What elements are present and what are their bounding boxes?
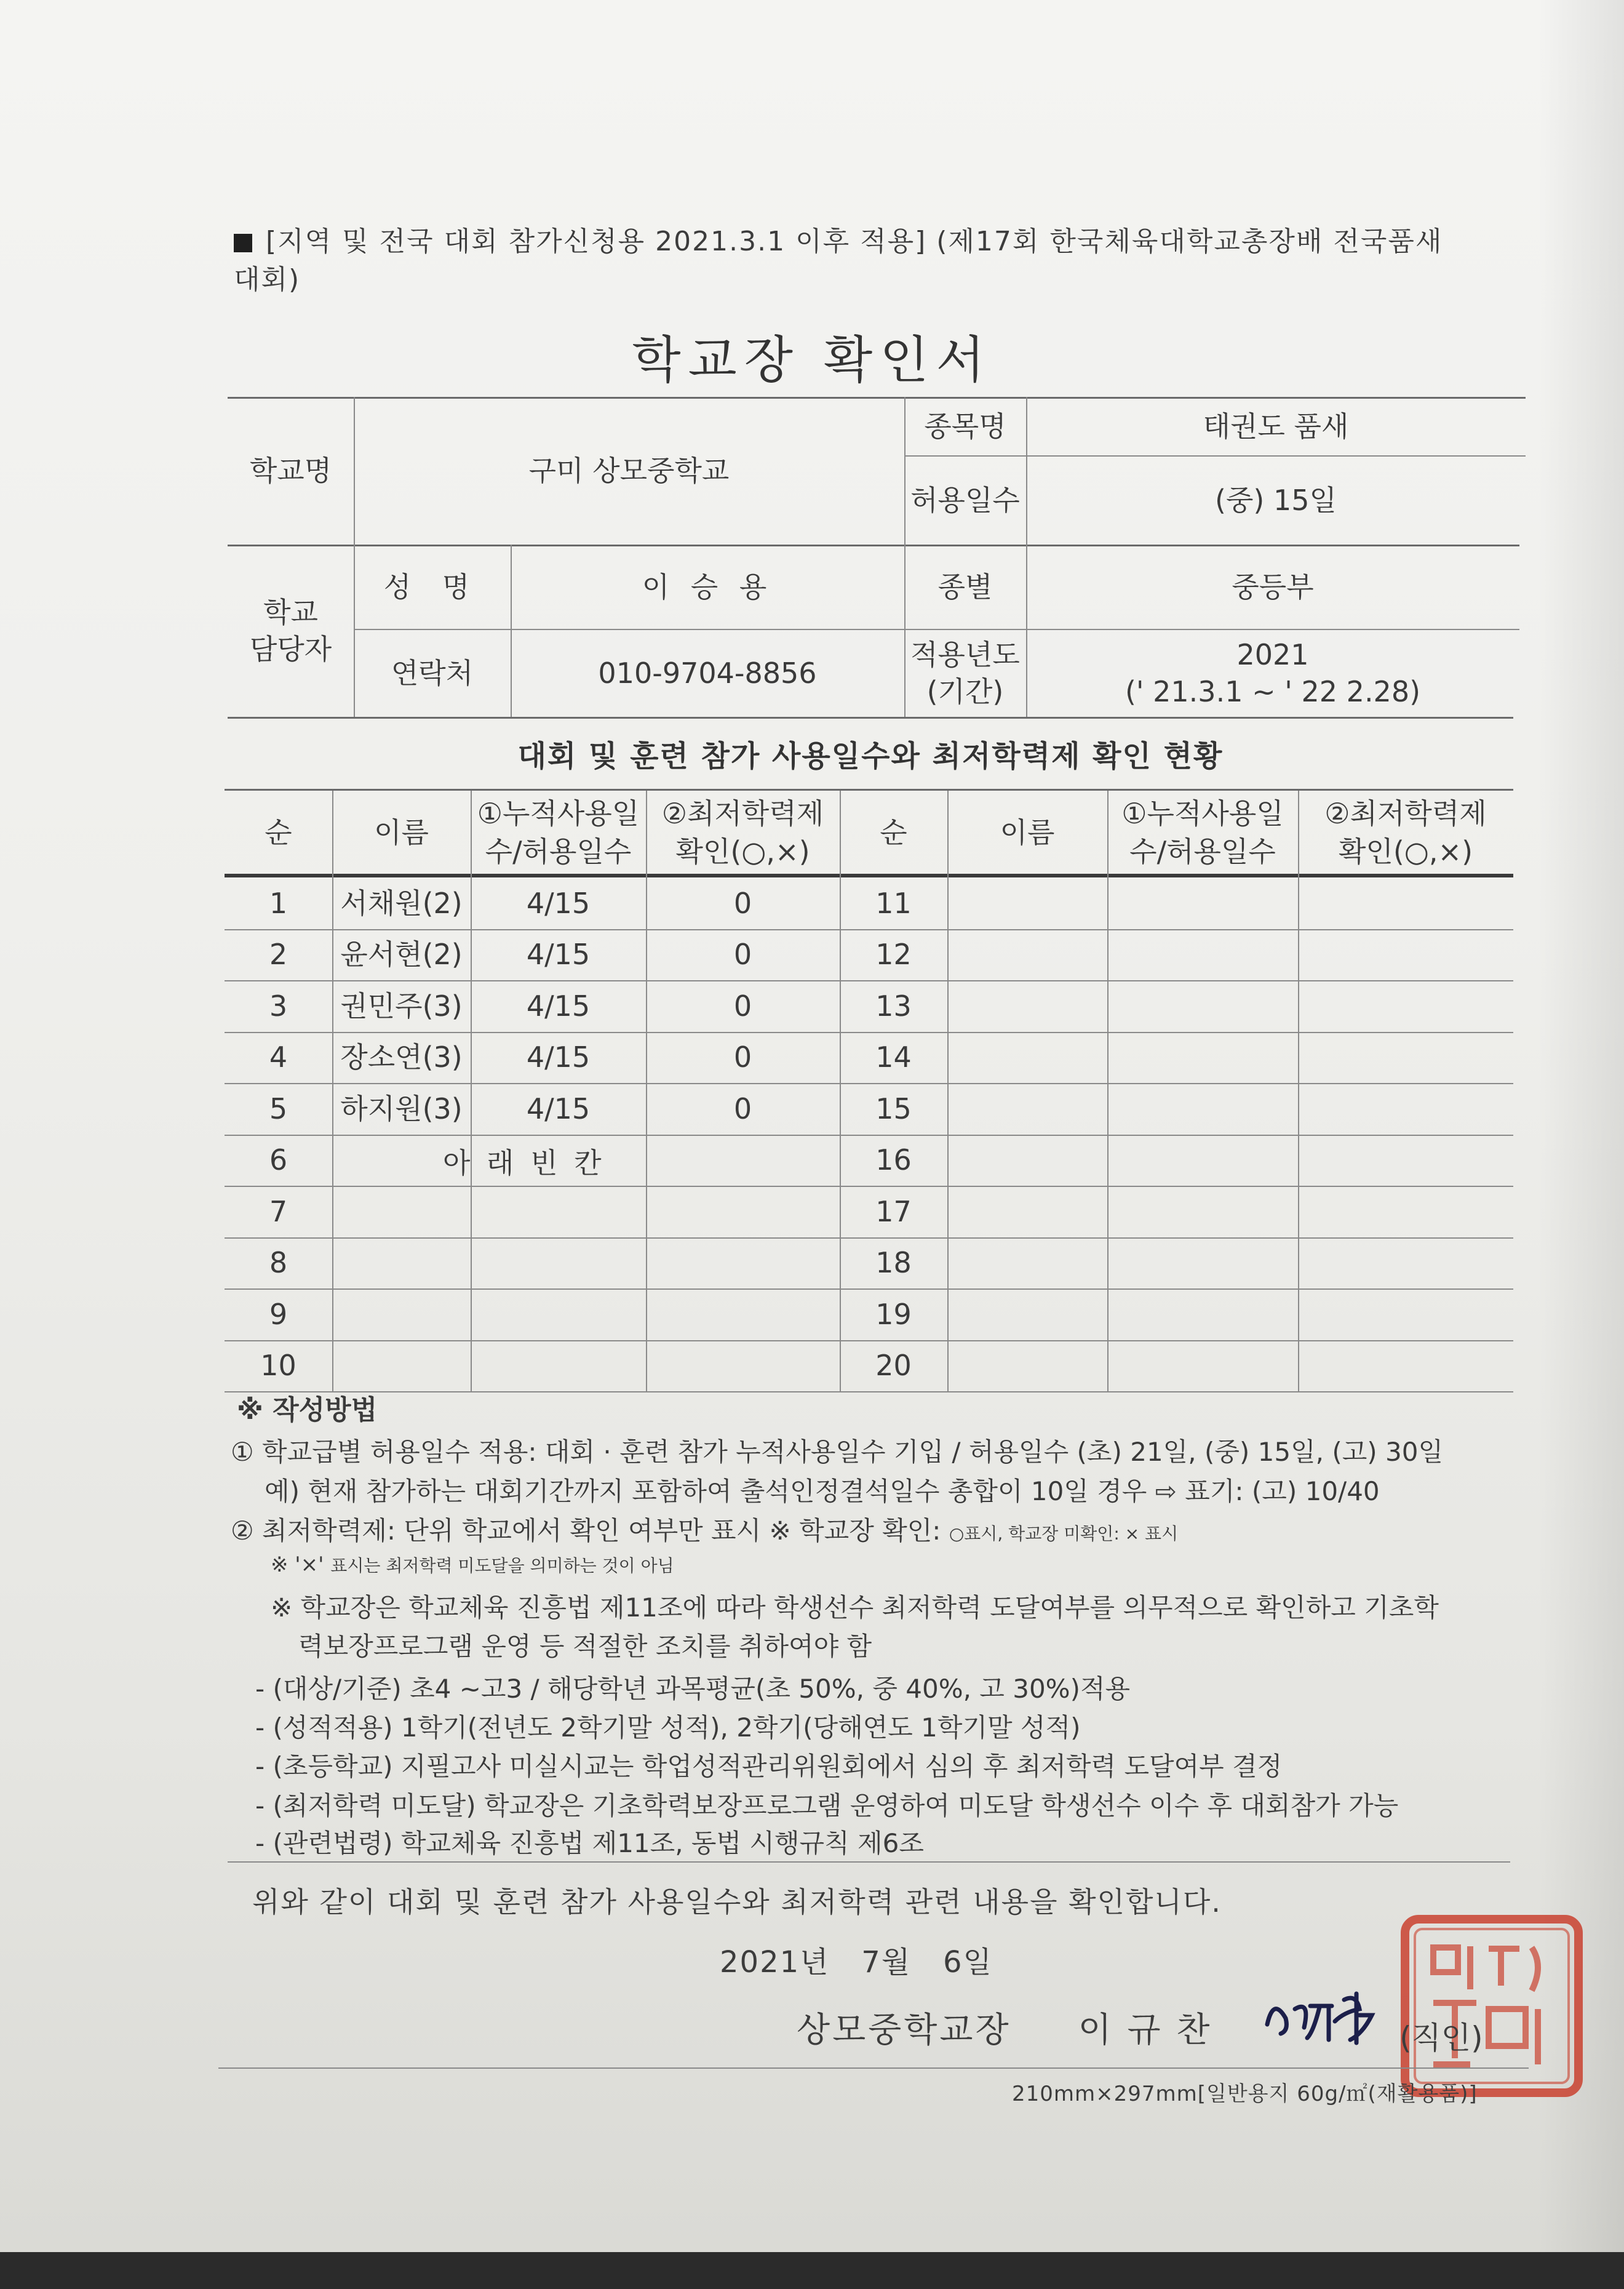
blank-note: 아 래 빈 칸 bbox=[443, 1146, 605, 1180]
cell-no-right: 17 bbox=[875, 1194, 912, 1228]
note-line: - (초등학교) 지필고사 미실시교는 학업성적관리위원회에서 심의 후 최저학력 도달여부 결정 bbox=[255, 1751, 1283, 1781]
col-check-right bbox=[1298, 791, 1513, 874]
cell-days: 4/15 bbox=[526, 886, 591, 920]
col-check-left-line2: 확인(○,×) bbox=[675, 834, 810, 868]
col-days-left bbox=[471, 791, 646, 874]
cell-no: 3 bbox=[269, 989, 288, 1023]
cell-days bbox=[471, 1186, 646, 1237]
col-no-right: 순 bbox=[880, 815, 907, 849]
confirmation-statement: 위와 같이 대회 및 훈련 참가 사용일수와 최저학력 관련 내용을 확인합니다. bbox=[252, 1885, 1222, 1919]
col-days-right bbox=[1107, 791, 1298, 874]
cell-name bbox=[332, 1186, 471, 1237]
contact-value: 010-9704-8856 bbox=[598, 656, 817, 690]
cell-check bbox=[646, 1340, 840, 1392]
note-line: 예) 현재 참가하는 대회기간까지 포함하여 출석인정결석일수 총합이 10일 경우 ⇨ 표기: (고) 10/40 bbox=[265, 1476, 1380, 1506]
cell-no: 7 bbox=[269, 1194, 288, 1228]
year-label bbox=[904, 629, 1026, 717]
cell-check bbox=[646, 1186, 840, 1237]
note-line bbox=[231, 1511, 1178, 1548]
cell-check: 0 bbox=[733, 938, 752, 972]
event-label: 종목명 bbox=[924, 409, 1006, 443]
col-days-left-line2: 수/허용일수 bbox=[485, 834, 632, 868]
note-line bbox=[271, 1552, 674, 1577]
cell-no-right: 12 bbox=[875, 938, 912, 972]
cell-days bbox=[471, 1288, 646, 1340]
cell-check bbox=[646, 1237, 840, 1289]
cell-no-right: 13 bbox=[875, 989, 912, 1023]
note-line: - (성적적용) 1학기(전년도 2학기말 성적), 2학기(당해연도 1학기말 성적) bbox=[255, 1712, 1081, 1743]
cell-no-right: 15 bbox=[875, 1092, 912, 1125]
note-line: - (대상/기준) 초4 ~고3 / 해당학년 과목평균(초 50%, 중 40%, 고 30%)적용 bbox=[255, 1674, 1131, 1704]
division-label: 종별 bbox=[937, 570, 993, 604]
col-name-left: 이름 bbox=[374, 815, 429, 849]
col-check-right-line1: ②최저학력제 bbox=[1324, 796, 1487, 830]
cell-name: 윤서현(2) bbox=[340, 938, 463, 972]
allowed-days-label: 허용일수 bbox=[910, 483, 1020, 517]
principal-name: 상모중학교장 이 규 찬 bbox=[797, 2010, 1212, 2050]
event-value: 태권도 품새 bbox=[1203, 409, 1349, 443]
year-value-line2: (' 21.3.1 ~ ' 22 2.28) bbox=[1124, 674, 1421, 708]
paper-spec: 210mm×297mm[일반용지 60g/㎡(재활용품)] bbox=[1012, 2082, 1478, 2106]
cell-name: 장소연(3) bbox=[340, 1041, 463, 1074]
cell-no: 5 bbox=[269, 1092, 288, 1125]
cell-name: 서채원(2) bbox=[340, 886, 463, 920]
col-check-left-line1: ②최저학력제 bbox=[661, 796, 824, 830]
header-note bbox=[234, 223, 1532, 299]
table-col-divider bbox=[1107, 791, 1109, 1391]
year-label-line2: (기간) bbox=[926, 674, 1004, 708]
cell-days: 4/15 bbox=[526, 1092, 591, 1125]
cell-days bbox=[471, 1340, 646, 1392]
allowed-days-value: (중) 15일 bbox=[1215, 483, 1337, 517]
seal-label: (직인) bbox=[1399, 2020, 1483, 2056]
table-col-divider bbox=[646, 791, 647, 1391]
cell-no-right: 11 bbox=[875, 886, 912, 920]
cell-no: 8 bbox=[269, 1246, 288, 1280]
cell-no-right: 20 bbox=[875, 1349, 912, 1383]
cell-no-right: 14 bbox=[875, 1041, 912, 1074]
square-bullet-icon bbox=[234, 234, 252, 252]
col-no-left: 순 bbox=[265, 815, 292, 849]
cell-days: 4/15 bbox=[526, 1041, 591, 1074]
cell-name: 하지원(3) bbox=[340, 1092, 463, 1125]
manager-label-line1: 학교 bbox=[263, 596, 318, 629]
table-col-divider bbox=[471, 791, 472, 1391]
cell-no: 9 bbox=[269, 1297, 288, 1331]
col-check-right-line2: 확인(○,×) bbox=[1338, 834, 1473, 868]
cell-check bbox=[646, 1288, 840, 1340]
cell-check: 0 bbox=[733, 1041, 752, 1074]
col-days-right-line2: 수/허용일수 bbox=[1129, 834, 1276, 868]
note-line: ※ 학교장은 학교체육 진흥법 제11조에 따라 학생선수 최저학력 도달여부를 의무적으로 확인하고 기초학 bbox=[271, 1592, 1439, 1623]
year-value-line1: 2021 bbox=[1236, 637, 1309, 671]
contact-label: 연락처 bbox=[391, 656, 474, 690]
cell-name: 권민주(3) bbox=[340, 989, 463, 1023]
col-days-right-line1: ①누적사용일 bbox=[1121, 796, 1284, 830]
document-title: 학교장 확인서 bbox=[632, 331, 992, 389]
cell-days: 4/15 bbox=[526, 989, 591, 1023]
note-line: - (최저학력 미도달) 학교장은 기초학력보장프로그램 운영하여 미도달 학생선수 이수 후 대회참가 가능 bbox=[255, 1791, 1399, 1821]
cell-days bbox=[471, 1237, 646, 1289]
cell-no: 1 bbox=[269, 886, 288, 920]
year-value bbox=[1026, 629, 1519, 717]
name-label: 성 명 bbox=[383, 570, 481, 604]
header-note-line2: 대회) bbox=[234, 264, 301, 295]
table-col-divider bbox=[840, 791, 841, 1391]
cell-name bbox=[332, 1288, 471, 1340]
cell-no-right: 16 bbox=[875, 1143, 912, 1177]
cell-no-right: 18 bbox=[875, 1246, 912, 1280]
page-edge bbox=[0, 2252, 1624, 2289]
cell-no: 10 bbox=[260, 1349, 297, 1383]
table-col-divider bbox=[332, 791, 333, 1391]
note-line-part: ※ '×' bbox=[271, 1552, 324, 1577]
cell-name bbox=[332, 1237, 471, 1289]
note-line-small: ○표시, 학교장 미확인: × 표시 bbox=[949, 1524, 1179, 1544]
cell-check: 0 bbox=[733, 1092, 752, 1125]
cell-no-right: 19 bbox=[875, 1297, 912, 1331]
cell-no: 4 bbox=[269, 1041, 288, 1074]
cell-name bbox=[332, 1340, 471, 1392]
cell-no: 2 bbox=[269, 938, 288, 972]
manager-label bbox=[228, 545, 354, 717]
note-line: ① 학교급별 허용일수 적용: 대회 · 훈련 참가 누적사용일수 기입 / 허용일수 (초) 21일, (중) 15일, (고) 30일 bbox=[231, 1437, 1444, 1467]
note-line: 력보장프로그램 운영 등 적절한 조치를 취하여야 함 bbox=[298, 1631, 872, 1661]
cell-no: 6 bbox=[269, 1143, 288, 1177]
school-name-value: 구미 상모중학교 bbox=[528, 454, 730, 487]
cell-check: 0 bbox=[733, 886, 752, 920]
signature-icon bbox=[1261, 1981, 1421, 2049]
name-value: 이 승 용 bbox=[642, 570, 773, 604]
note-line-small: 표시는 최저학력 미도달을 의미하는 것이 아님 bbox=[330, 1556, 674, 1576]
col-name-right: 이름 bbox=[1000, 815, 1055, 849]
manager-label-line2: 담당자 bbox=[249, 633, 332, 666]
info-bottom-line bbox=[228, 717, 1513, 719]
col-days-left-line1: ①누적사용일 bbox=[477, 796, 640, 830]
year-label-line1: 적용년도 bbox=[910, 637, 1020, 671]
footer-divider bbox=[228, 1861, 1510, 1863]
issue-date: 2021년 7월 6일 bbox=[720, 1945, 993, 1979]
division-value: 중등부 bbox=[1232, 570, 1314, 604]
header-note-line1: [지역 및 전국 대회 참가신청용 2021.3.1 이후 적용] (제17회 한국체육대학교총장배 전국품새 bbox=[266, 226, 1443, 257]
table-col-divider bbox=[947, 791, 949, 1391]
cell-days: 4/15 bbox=[526, 938, 591, 972]
bottom-divider bbox=[218, 2067, 1529, 2069]
table-row-line bbox=[225, 1391, 1513, 1392]
note-line: - (관련법령) 학교체육 진흥법 제11조, 동법 시행규칙 제6조 bbox=[255, 1828, 924, 1858]
official-seal-icon bbox=[1396, 1911, 1587, 2101]
table-heading: 대회 및 훈련 참가 사용일수와 최저학력제 확인 현황 bbox=[517, 739, 1224, 773]
note-line-part: ② 최저학력제: 단위 학교에서 확인 여부만 표시 ※ 학교장 확인: bbox=[231, 1516, 941, 1546]
table-col-divider bbox=[1298, 791, 1299, 1391]
col-check-left bbox=[646, 791, 840, 874]
school-name-label: 학교명 bbox=[249, 454, 332, 487]
cell-check: 0 bbox=[733, 989, 752, 1023]
instructions-heading: ※ 작성방법 bbox=[237, 1394, 378, 1426]
